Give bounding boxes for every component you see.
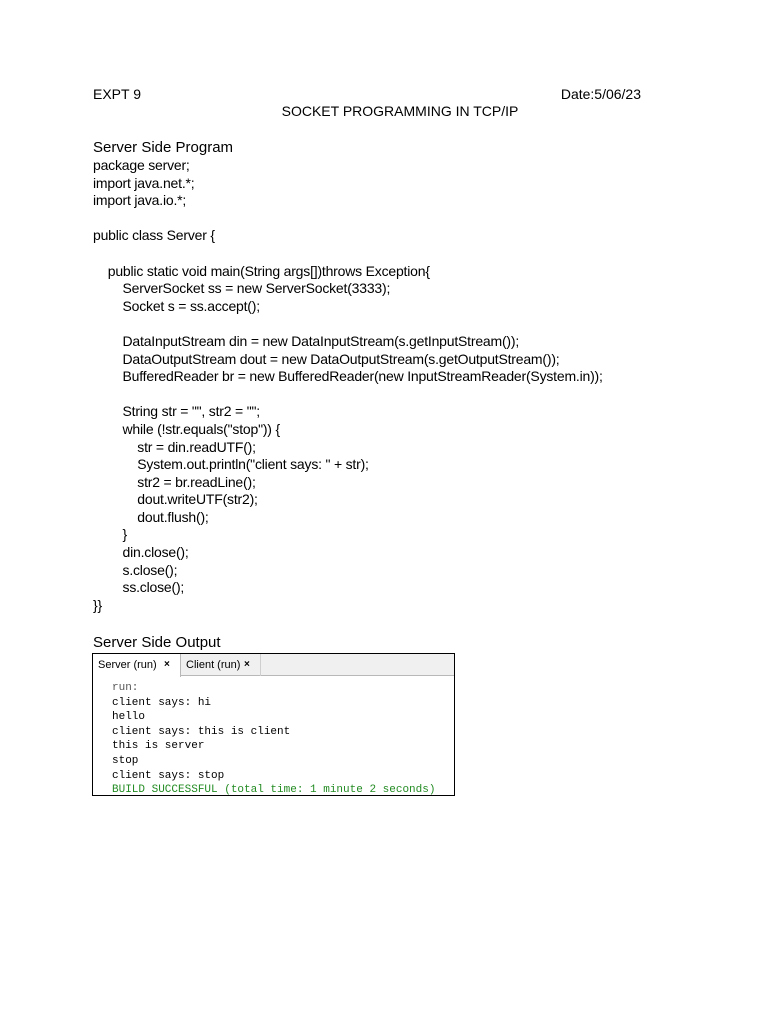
console-line: run: (112, 682, 139, 694)
code-line: ss.close(); (93, 579, 185, 596)
code-line: ServerSocket ss = new ServerSocket(3333); (93, 280, 391, 297)
tab-server-run[interactable] (93, 654, 181, 677)
tab-client-run[interactable] (181, 654, 261, 676)
code-line: } (93, 526, 127, 543)
code-line: }} (93, 596, 102, 613)
console-line: client says: this is client (112, 725, 291, 738)
code-line: import java.net.*; (93, 174, 195, 191)
code-line: str2 = br.readLine(); (93, 473, 256, 490)
program-heading: Server Side Program (93, 139, 234, 156)
code-line: package server; (93, 157, 190, 173)
console-output-text (112, 681, 435, 798)
code-line: din.close(); (93, 544, 189, 561)
document-title: SOCKET PROGRAMMING IN TCP/IP (281, 103, 519, 119)
code-line: public class Server { (93, 227, 215, 244)
code-line (93, 210, 603, 228)
code-line: Socket s = ss.accept(); (93, 297, 260, 314)
code-line: System.out.println("client says: " + str); (93, 456, 369, 473)
code-line: String str = "", str2 = ""; (93, 403, 260, 420)
code-line: import java.io.*; (93, 192, 187, 209)
console-line: stop (112, 754, 139, 767)
code-line (93, 245, 603, 263)
console-line: client says: stop (112, 769, 225, 782)
code-line: str = din.readUTF(); (93, 438, 256, 455)
console-tab-bar (93, 654, 454, 676)
console-line: client says: hi (112, 696, 212, 709)
code-line: public static void main(String args[])throws Exception{ (93, 262, 430, 279)
code-line: dout.flush(); (93, 508, 209, 525)
code-line (93, 386, 603, 404)
experiment-date: Date:5/06/23 (560, 86, 641, 102)
output-console (92, 653, 455, 796)
close-icon[interactable]: × (244, 659, 250, 670)
server-code-block (93, 157, 603, 614)
experiment-number: EXPT 9 (93, 86, 141, 102)
tab-label: Server (run) (98, 659, 157, 671)
code-line: dout.writeUTF(str2); (93, 491, 258, 508)
console-line: this is server (112, 740, 205, 753)
console-line: BUILD SUCCESSFUL (total time: 1 minute 2 seconds) (112, 784, 436, 797)
close-icon[interactable]: × (164, 659, 170, 670)
code-line: DataOutputStream dout = new DataOutputStream(s.getOutputStream()); (93, 350, 560, 367)
code-line: BufferedReader br = new BufferedReader(new InputStreamReader(System.in)); (93, 368, 603, 385)
code-line: s.close(); (93, 561, 178, 578)
code-line (93, 315, 603, 333)
code-line: DataInputStream din = new DataInputStream(s.getInputStream()); (93, 332, 520, 349)
tab-label: Client (run) (186, 659, 241, 671)
code-line: while (!str.equals("stop")) { (93, 420, 280, 437)
output-heading: Server Side Output (93, 634, 221, 651)
console-line: hello (112, 711, 146, 724)
